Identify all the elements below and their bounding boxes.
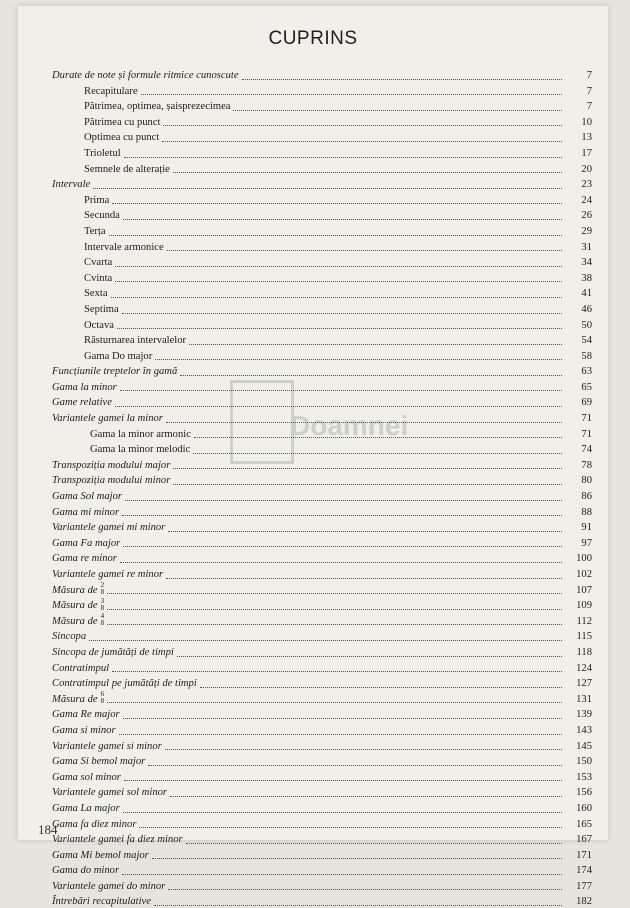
- toc-entry: [52, 674, 592, 690]
- toc-entry-label: Întrebări recapitulative: [52, 896, 151, 908]
- toc-entry: [52, 518, 592, 534]
- dot-leader: [123, 219, 562, 220]
- toc-entry-page: 38: [581, 272, 592, 284]
- dot-leader: [111, 297, 562, 298]
- toc-entry-page: 127: [576, 678, 592, 690]
- toc-entry-page: 107: [576, 584, 592, 596]
- toc-entry: [52, 565, 592, 581]
- dot-leader: [119, 734, 562, 735]
- toc-entry-label: Gama re minor: [52, 553, 117, 565]
- toc-entry: [52, 362, 592, 378]
- dot-leader: [152, 858, 562, 859]
- toc-entry-label: Transpoziția modului minor: [52, 475, 171, 487]
- toc-entry: [52, 284, 592, 300]
- dot-leader: [167, 250, 562, 251]
- toc-entry: [52, 768, 592, 784]
- toc-entry: [52, 752, 592, 768]
- toc-entry-label: Variantele gamei si minor: [52, 740, 162, 752]
- toc-entry-page: 88: [581, 506, 592, 518]
- time-signature-numerator: 2: [100, 581, 105, 590]
- toc-entry: [52, 487, 592, 503]
- toc-entry-label: Variantele gamei mi minor: [52, 522, 166, 534]
- toc-entry-page: 91: [581, 522, 592, 534]
- toc-entry-page: 80: [581, 475, 592, 487]
- toc-entry-page: 74: [581, 444, 592, 456]
- time-signature-numerator: 4: [100, 612, 105, 621]
- toc-entry-label: Măsura de: [52, 584, 98, 596]
- toc-entry-label: Gama la minor melodic: [90, 444, 191, 456]
- toc-entry: [52, 222, 592, 238]
- toc-entry: [52, 690, 592, 706]
- table-of-contents: [52, 66, 592, 908]
- dot-leader: [148, 765, 562, 766]
- toc-entry: [52, 269, 592, 285]
- toc-entry-page: 86: [581, 491, 592, 503]
- dot-leader: [123, 812, 562, 813]
- toc-entry: [52, 549, 592, 565]
- dot-leader: [170, 796, 562, 797]
- toc-entry-page: 26: [581, 210, 592, 222]
- toc-entry-page: 145: [576, 740, 592, 752]
- page-title: CUPRINS: [268, 28, 358, 49]
- toc-entry-page: 10: [581, 116, 592, 128]
- toc-entry: [52, 440, 592, 456]
- toc-entry: [52, 128, 592, 144]
- time-signature-denominator: 8: [100, 588, 105, 597]
- time-signature-denominator: 8: [100, 619, 105, 628]
- toc-entry: [52, 66, 592, 82]
- toc-entry-page: 17: [581, 147, 592, 159]
- toc-entry: [52, 659, 592, 675]
- page-number: 184: [38, 822, 58, 837]
- toc-entry-label: Gama do minor: [52, 865, 120, 877]
- toc-entry-label: Pătrimea cu punct: [84, 116, 161, 128]
- toc-entry: [52, 783, 592, 799]
- time-signature-numerator: 6: [100, 690, 105, 699]
- toc-entry-label: Recapitulare: [84, 85, 138, 97]
- toc-entry: [52, 846, 592, 862]
- dot-leader: [162, 141, 562, 142]
- toc-entry-label: Octava: [84, 319, 114, 331]
- toc-entry: [52, 347, 592, 363]
- toc-entry: [52, 113, 592, 129]
- toc-entry-label: Intervale armonice: [84, 241, 164, 253]
- dot-leader: [194, 437, 562, 438]
- toc-entry: [52, 892, 592, 908]
- toc-entry: [52, 175, 592, 191]
- toc-entry: [52, 503, 592, 519]
- dot-leader: [189, 344, 562, 345]
- toc-entry: [52, 643, 592, 659]
- dot-leader: [93, 188, 562, 189]
- toc-entry-page: 63: [581, 366, 592, 378]
- dot-leader: [154, 905, 562, 906]
- toc-entry: [52, 581, 592, 597]
- dot-leader: [115, 406, 562, 407]
- toc-entry-page: 112: [576, 615, 592, 627]
- dot-leader: [193, 453, 562, 454]
- toc-entry-label: Intervale: [52, 179, 91, 191]
- toc-entry-page: 46: [581, 303, 592, 315]
- toc-entry-label: Variantele gamei re minor: [52, 569, 164, 580]
- toc-entry: [52, 705, 592, 721]
- toc-entry-page: 54: [581, 335, 592, 347]
- dot-leader: [141, 94, 562, 95]
- dot-leader: [173, 484, 562, 485]
- dot-leader: [120, 390, 562, 391]
- dot-leader: [163, 125, 562, 126]
- toc-entry-label: Funcțiunile treptelor în gamă: [52, 366, 178, 378]
- toc-entry: [52, 300, 592, 316]
- toc-entry-label: Semnele de alterație: [84, 163, 170, 175]
- toc-entry-label: Cvinta: [84, 272, 113, 284]
- toc-entry: [52, 82, 592, 98]
- toc-entry-page: 167: [576, 834, 592, 846]
- toc-entry-label: Durate de note și formule ritmice cunoscute: [52, 70, 239, 81]
- dot-leader: [115, 281, 562, 282]
- toc-entry-page: 7: [586, 70, 592, 81]
- toc-entry-page: 131: [576, 693, 592, 705]
- dot-leader: [173, 468, 562, 469]
- dot-leader: [155, 359, 562, 360]
- toc-entry: [52, 877, 592, 893]
- toc-entry-page: 31: [581, 241, 592, 253]
- toc-entry: [52, 721, 592, 737]
- toc-entry: [52, 737, 592, 753]
- toc-entry: [52, 596, 592, 612]
- dot-leader: [107, 624, 562, 625]
- toc-entry-label: Variantele gamei la minor: [52, 413, 163, 425]
- dot-leader: [186, 843, 562, 844]
- watermark-text: Doamnei: [290, 410, 409, 441]
- dot-leader: [124, 780, 562, 781]
- toc-entry-page: 124: [576, 662, 592, 674]
- toc-entry: [52, 830, 592, 846]
- toc-entry-page: 165: [576, 818, 592, 830]
- dot-leader: [122, 874, 562, 875]
- toc-entry: [52, 534, 592, 550]
- dot-leader: [117, 328, 562, 329]
- toc-entry-label: Pătrimea, optimea, șaisprezecimea: [84, 101, 231, 113]
- dot-leader: [166, 422, 562, 423]
- toc-entry-label: Variantele gamei fa diez minor: [52, 834, 183, 846]
- toc-entry-page: 150: [576, 756, 592, 768]
- toc-entry-label: Septima: [84, 303, 119, 315]
- toc-entry-label: Transpoziția modului major: [52, 459, 171, 471]
- toc-entry: [52, 861, 592, 877]
- dot-leader: [177, 656, 562, 657]
- toc-entry-label: Contratimpul: [52, 662, 110, 674]
- toc-entry-label: Gama La major: [52, 802, 120, 814]
- toc-entry: [52, 331, 592, 347]
- toc-entry-page: 65: [581, 381, 592, 393]
- dot-leader: [107, 593, 562, 594]
- toc-entry-page: 115: [576, 631, 592, 643]
- toc-entry: [52, 627, 592, 643]
- toc-entry-label: Măsura de: [52, 693, 98, 705]
- toc-entry: [52, 160, 592, 176]
- dot-leader: [112, 203, 562, 204]
- time-signature-denominator: 8: [100, 697, 105, 706]
- toc-entry-page: 23: [581, 179, 592, 191]
- toc-entry: [52, 456, 592, 472]
- book-page: [18, 6, 608, 908]
- dot-leader: [200, 687, 562, 688]
- toc-entry-page: 182: [576, 896, 592, 908]
- toc-entry-page: 102: [576, 569, 592, 580]
- toc-entry-page: 177: [576, 880, 592, 892]
- toc-entry-label: Cvarta: [84, 257, 113, 269]
- toc-entry: [52, 425, 592, 441]
- toc-entry-label: Gama fa diez minor: [52, 818, 137, 830]
- toc-entry-page: 41: [581, 288, 592, 300]
- toc-entry: [52, 393, 592, 409]
- dot-leader: [168, 889, 562, 890]
- toc-entry: [52, 316, 592, 332]
- toc-entry-label: Gama sol minor: [52, 771, 121, 783]
- toc-entry-page: 78: [581, 459, 592, 471]
- toc-entry-label: Gama Sol major: [52, 491, 123, 503]
- toc-entry-label: Terța: [84, 225, 106, 237]
- toc-entry: [52, 253, 592, 269]
- dot-leader: [109, 235, 562, 236]
- toc-entry-label: Măsura de: [52, 600, 98, 612]
- toc-entry-page: 118: [576, 646, 592, 658]
- toc-entry-label: Măsura de: [52, 615, 98, 627]
- toc-entry: [52, 612, 592, 628]
- toc-entry-page: 160: [576, 802, 592, 814]
- toc-entry-page: 7: [586, 85, 592, 97]
- dot-leader: [233, 110, 562, 111]
- toc-entry-page: 171: [576, 849, 592, 861]
- dot-leader: [123, 546, 562, 547]
- dot-leader: [124, 157, 562, 158]
- dot-leader: [139, 827, 562, 828]
- dot-leader: [107, 702, 562, 703]
- toc-entry-label: Sexta: [84, 288, 108, 300]
- dot-leader: [112, 671, 562, 672]
- toc-entry-label: Variantele gamei do minor: [52, 880, 166, 892]
- toc-entry-page: 109: [576, 600, 592, 612]
- toc-entry-page: 29: [581, 225, 592, 237]
- toc-entry-label: Sincopa: [52, 631, 87, 643]
- toc-entry-page: 153: [576, 771, 592, 783]
- toc-entry: [52, 238, 592, 254]
- toc-entry-label: Gama la minor armonic: [90, 428, 191, 440]
- dot-leader: [115, 266, 562, 267]
- toc-entry-page: 174: [576, 865, 592, 877]
- toc-entry-label: Răsturnarea intervalelor: [84, 335, 187, 347]
- toc-entry-label: Gama Do major: [84, 350, 153, 362]
- toc-entry-page: 71: [581, 428, 592, 440]
- toc-entry-label: Sincopa de jumătăți de timpi: [52, 646, 174, 658]
- toc-entry-page: 97: [581, 537, 592, 549]
- toc-entry-label: Secunda: [84, 210, 120, 222]
- toc-entry-page: 24: [581, 194, 592, 206]
- toc-entry-label: Gama Fa major: [52, 537, 121, 549]
- toc-entry-page: 20: [581, 163, 592, 175]
- dot-leader: [242, 79, 562, 80]
- toc-entry: [52, 97, 592, 113]
- dot-leader: [120, 562, 562, 563]
- time-signature: [101, 598, 105, 612]
- time-signature: [101, 613, 105, 627]
- toc-entry-label: Gama la minor: [52, 381, 117, 393]
- toc-entry-page: 143: [576, 724, 592, 736]
- toc-entry-page: 69: [581, 397, 592, 409]
- toc-entry: [52, 409, 592, 425]
- toc-entry-label: Game relative: [52, 397, 112, 409]
- toc-entry-page: 139: [576, 709, 592, 721]
- toc-entry-label: Gama Re major: [52, 709, 120, 721]
- toc-entry: [52, 191, 592, 207]
- toc-entry-label: Gama Si bemol major: [52, 756, 146, 768]
- dot-leader: [125, 500, 562, 501]
- dot-leader: [168, 531, 562, 532]
- dot-leader: [122, 515, 562, 516]
- toc-entry-page: 13: [581, 132, 592, 144]
- toc-entry: [52, 799, 592, 815]
- dot-leader: [173, 172, 562, 173]
- toc-entry-label: Gama Mi bemol major: [52, 849, 149, 861]
- toc-entry-label: Trioletul: [84, 147, 121, 159]
- time-signature: [101, 691, 105, 705]
- toc-entry-label: Prima: [84, 194, 110, 206]
- dot-leader: [122, 313, 562, 314]
- toc-entry-label: Contratimpul pe jumătăți de timpi: [52, 678, 197, 690]
- dot-leader: [123, 718, 562, 719]
- toc-entry-page: 34: [581, 257, 592, 269]
- toc-entry-page: 50: [581, 319, 592, 331]
- dot-leader: [89, 640, 562, 641]
- toc-entry: [52, 471, 592, 487]
- toc-entry-label: Gama mi minor: [52, 506, 120, 518]
- toc-entry-page: 71: [581, 413, 592, 425]
- dot-leader: [166, 578, 562, 579]
- dot-leader: [180, 375, 562, 376]
- toc-entry-page: 7: [586, 101, 592, 113]
- toc-entry: [52, 206, 592, 222]
- time-signature-denominator: 8: [100, 603, 105, 612]
- toc-entry-page: 156: [576, 787, 592, 799]
- toc-entry: [52, 144, 592, 160]
- dot-leader: [165, 749, 562, 750]
- toc-entry-label: Gama si minor: [52, 724, 116, 736]
- toc-entry: [52, 815, 592, 831]
- toc-entry-page: 58: [581, 350, 592, 362]
- toc-entry-page: 100: [576, 553, 592, 565]
- time-signature: [101, 582, 105, 596]
- toc-entry: [52, 378, 592, 394]
- toc-entry-label: Variantele gamei sol minor: [52, 787, 168, 799]
- time-signature-numerator: 3: [100, 596, 105, 605]
- dot-leader: [107, 609, 562, 610]
- toc-entry-label: Optimea cu punct: [84, 132, 160, 144]
